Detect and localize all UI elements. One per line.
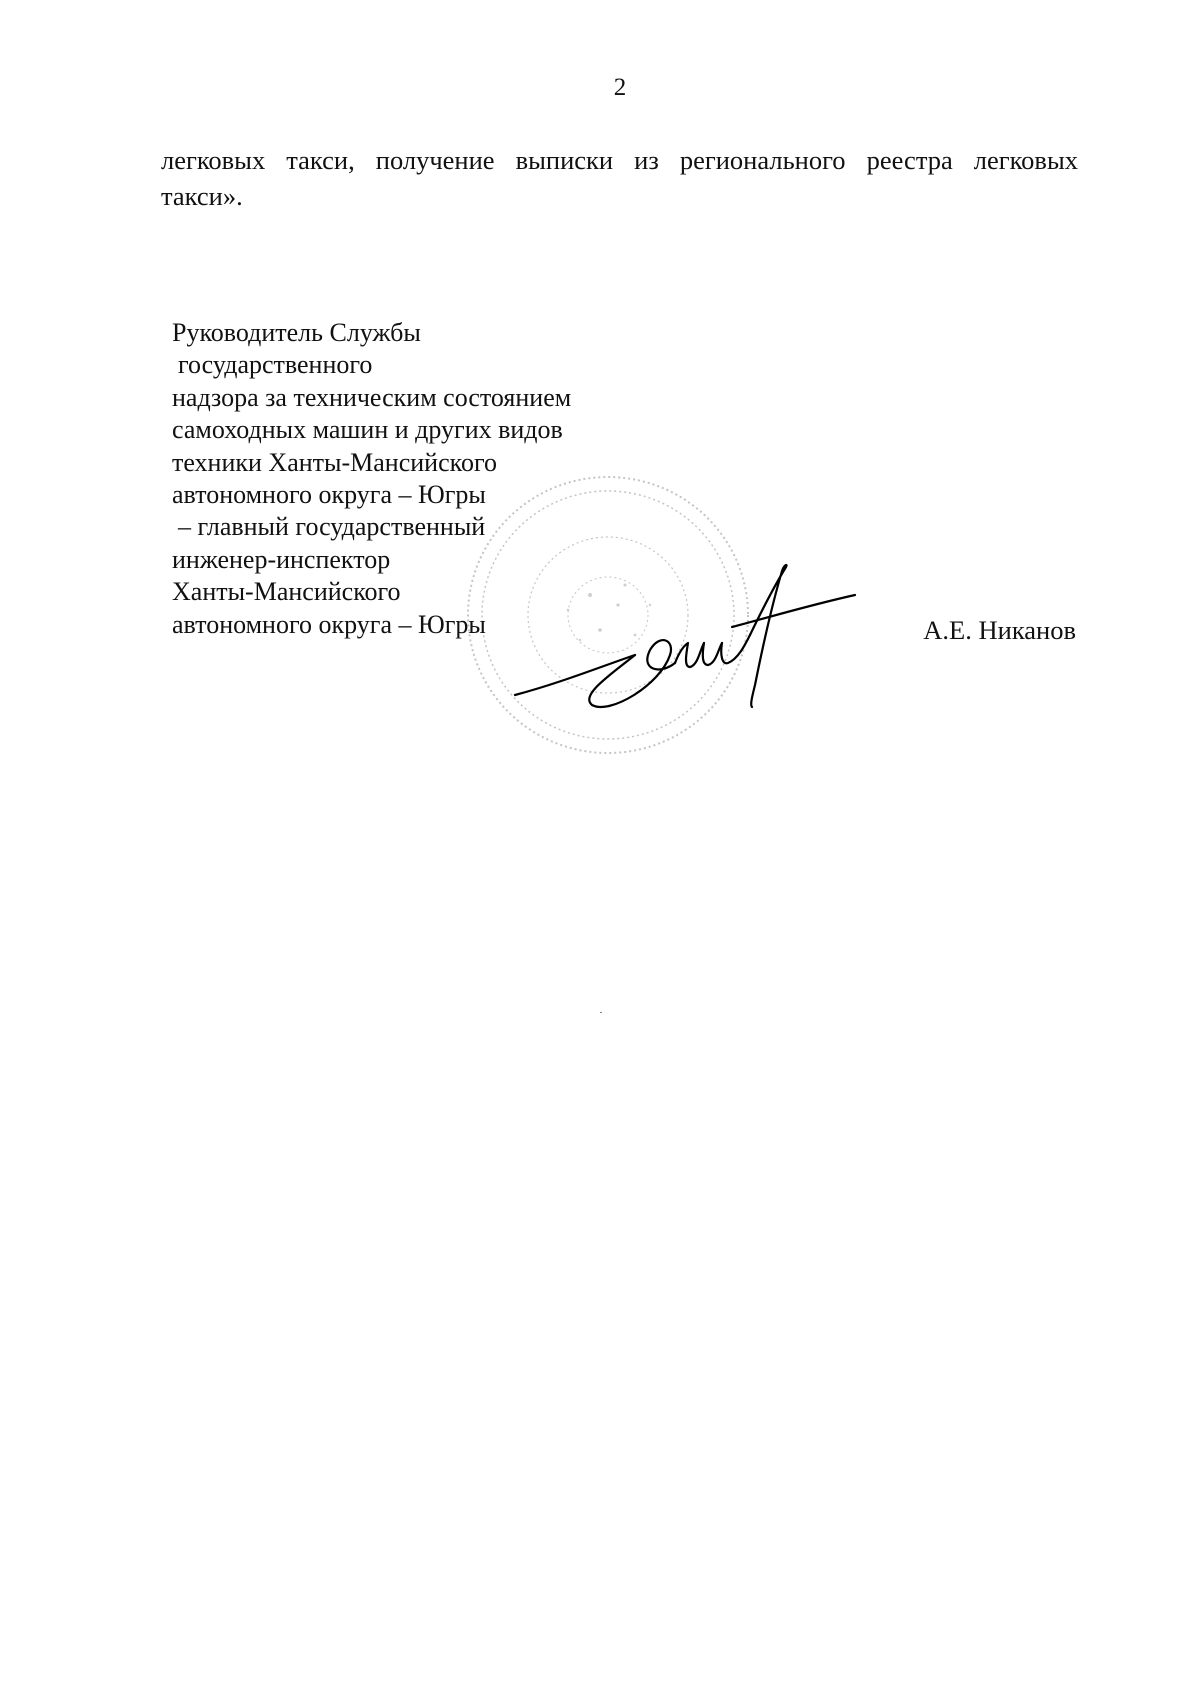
signatory-line: самоходных машин и других видов (172, 415, 563, 445)
signatory-line: государственного (178, 350, 373, 380)
signer-name: А.Е. Никанов (923, 615, 1076, 645)
signatory-line: – главный государственный (178, 512, 486, 542)
signatory-line: автономного округа – Югры (172, 480, 486, 510)
body-paragraph (161, 142, 1078, 214)
signatory-line: инженер-инспектор (172, 544, 391, 574)
signatory-line: Руководитель Службы (172, 318, 421, 347)
signatory-line: надзора за техническим состоянием (172, 382, 572, 412)
signatory-line: техники Ханты-Мансийского (172, 447, 497, 477)
signatory-block (172, 317, 571, 641)
page-number: 2 (613, 74, 627, 101)
scan-speck (600, 1012, 602, 1013)
signatory-line: Ханты-Мансийского (172, 577, 401, 607)
body-line: легковых такси, получение выписки из регионального реестра легковых (161, 145, 1078, 175)
body-line: такси». (161, 181, 243, 211)
signatory-line: автономного округа – Югры (172, 609, 486, 639)
